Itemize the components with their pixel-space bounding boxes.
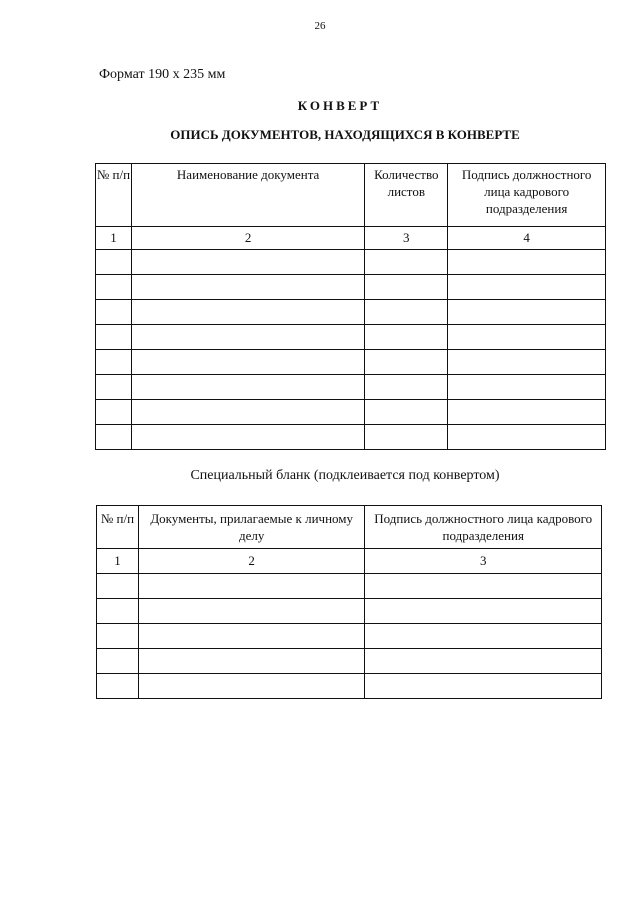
table-cell: [131, 375, 364, 400]
column-number: 3: [365, 227, 448, 250]
table-row: [97, 649, 602, 674]
table-row: [96, 300, 606, 325]
table-cell: [131, 250, 364, 275]
table-cell: [365, 375, 448, 400]
header-signature: Подпись должностного лица кадрового подразделения: [365, 506, 602, 549]
table-cell: [96, 425, 132, 450]
table-cell: [448, 350, 606, 375]
inventory-title: ОПИСЬ ДОКУМЕНТОВ, НАХОДЯЩИХСЯ В КОНВЕРТЕ: [170, 127, 520, 142]
header-sheet-count: Количество листов: [365, 164, 448, 227]
column-number: 2: [138, 549, 365, 574]
table-cell: [96, 400, 132, 425]
table-row: [96, 350, 606, 375]
table-cell: [131, 350, 364, 375]
table-row: [97, 574, 602, 599]
header-num: № п/п: [97, 506, 139, 549]
header-document-name: Наименование документа: [131, 164, 364, 227]
column-number: 1: [96, 227, 132, 250]
inventory-table-body: [96, 250, 606, 450]
table-cell: [365, 624, 602, 649]
konvert-title: КОНВЕРТ: [297, 98, 383, 113]
table-cell: [448, 300, 606, 325]
column-number: 3: [365, 549, 602, 574]
table-cell: [97, 649, 139, 674]
table-cell: [448, 250, 606, 275]
table-cell: [365, 275, 448, 300]
table-cell: [365, 425, 448, 450]
table-cell: [365, 325, 448, 350]
table-cell: [131, 325, 364, 350]
header-num: № п/п: [96, 164, 132, 227]
table-cell: [96, 275, 132, 300]
special-form-table: [96, 505, 602, 699]
table-cell: [96, 350, 132, 375]
table-cell: [448, 375, 606, 400]
table-cell: [138, 599, 365, 624]
column-number: 1: [97, 549, 139, 574]
column-number: 4: [448, 227, 606, 250]
table-cell: [131, 400, 364, 425]
table-cell: [138, 624, 365, 649]
table-cell: [131, 275, 364, 300]
table-row: [97, 674, 602, 699]
table-cell: [448, 425, 606, 450]
table-cell: [448, 275, 606, 300]
table-cell: [365, 400, 448, 425]
table-cell: [97, 674, 139, 699]
table-cell: [138, 649, 365, 674]
format-text: Формат 190 х 235 мм: [99, 67, 226, 82]
inventory-table: [95, 163, 606, 450]
table-cell: [365, 574, 602, 599]
table-row: [97, 599, 602, 624]
table-cell: [96, 325, 132, 350]
table-row: [97, 624, 602, 649]
special-form-table-header: [97, 506, 602, 549]
header-signature: Подпись должностного лица кадрового подразделения: [448, 164, 606, 227]
column-number-row: [96, 227, 606, 250]
table-cell: [365, 350, 448, 375]
table-cell: [448, 400, 606, 425]
inventory-table-header: [96, 164, 606, 227]
table-row: [96, 400, 606, 425]
table-cell: [96, 250, 132, 275]
table-cell: [138, 574, 365, 599]
table-row: [96, 250, 606, 275]
special-form-table-body: [97, 574, 602, 699]
table-cell: [97, 599, 139, 624]
table-row: [96, 325, 606, 350]
table-cell: [131, 425, 364, 450]
table-cell: [138, 674, 365, 699]
table-cell: [97, 574, 139, 599]
table-cell: [448, 325, 606, 350]
column-number: 2: [131, 227, 364, 250]
table-cell: [365, 300, 448, 325]
table-row: [96, 425, 606, 450]
table-cell: [96, 300, 132, 325]
column-number-row: [97, 549, 602, 574]
page-number: 26: [314, 20, 326, 32]
table-cell: [365, 250, 448, 275]
table-cell: [96, 375, 132, 400]
table-cell: [131, 300, 364, 325]
table-cell: [365, 599, 602, 624]
table-cell: [97, 624, 139, 649]
header-documents: Документы, прилагаемые к личному делу: [138, 506, 365, 549]
table-row: [96, 275, 606, 300]
table-row: [96, 375, 606, 400]
table-cell: [365, 674, 602, 699]
special-form-title: Специальный бланк (подклеивается под конвертом): [190, 468, 500, 483]
table-cell: [365, 649, 602, 674]
